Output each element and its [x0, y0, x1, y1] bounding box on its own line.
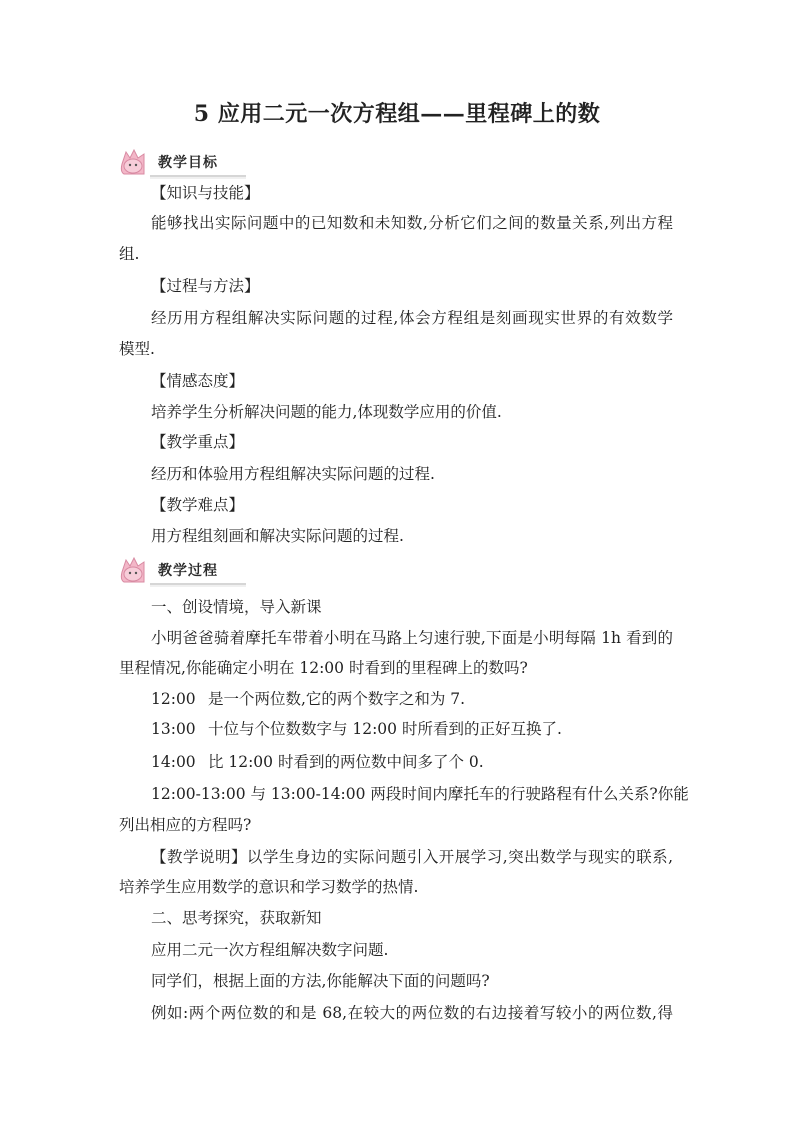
page-title: 5 应用二元一次方程组——里程碑上的数	[193, 101, 601, 127]
key-point-heading: 【教学重点】	[151, 433, 245, 451]
step-2-heading: 二、思考探究，获取新知	[151, 909, 322, 927]
teaching-note-line-2: 培养学生应用数学的意识和学习数学的热情.	[119, 878, 419, 896]
badge-label: 教学目标	[158, 155, 218, 171]
question-line-2: 列出相应的方程吗?	[119, 816, 252, 834]
row-time: 13:00	[151, 720, 196, 738]
badge-label: 教学过程	[158, 563, 218, 579]
teaching-note-line-1: 【教学说明】以学生身边的实际问题引入开展学习,突出数学与现实的联系,	[151, 848, 673, 866]
emotion-heading: 【情感态度】	[151, 372, 245, 390]
emotion-text: 培养学生分析解决问题的能力,体现数学应用的价值.	[151, 403, 502, 421]
process-heading: 【过程与方法】	[151, 277, 260, 295]
section-badge-process	[114, 552, 254, 588]
question-line-1: 12:00-13:00 与 13:00-14:00 两段时间内摩托车的行驶路程有什么关系?你能	[151, 785, 689, 803]
intro-line-2: 里程情况,你能确定小明在 12:00 时看到的里程碑上的数吗?	[119, 659, 528, 677]
difficulty-text: 用方程组刻画和解决实际问题的过程.	[151, 527, 404, 545]
step-1-heading: 一、创设情境，导入新课	[151, 598, 322, 616]
milestone-row	[151, 751, 484, 773]
key-point-text: 经历和体验用方程组解决实际问题的过程.	[151, 465, 435, 483]
section-badge-objectives	[114, 144, 254, 180]
row-text: 十位与个位数数字与 12:00 时所看到的正好互换了.	[207, 720, 562, 738]
row-text: 是一个两位数,它的两个数字之和为 7.	[207, 690, 466, 708]
milestone-row	[151, 718, 562, 740]
knowledge-text-line-2: 组.	[119, 245, 140, 263]
row-time: 14:00	[151, 753, 196, 771]
row-text: 比 12:00 时看到的两位数中间多了个 0.	[207, 753, 484, 771]
step-2-text: 应用二元一次方程组解决数字问题.	[151, 941, 389, 959]
row-time: 12:00	[151, 690, 196, 708]
process-text-line-2: 模型.	[119, 340, 155, 358]
knowledge-text-line-1: 能够找出实际问题中的已知数和未知数,分析它们之间的数量关系,列出方程	[151, 214, 673, 232]
intro-line-1: 小明爸爸骑着摩托车带着小明在马路上匀速行驶,下面是小明每隔 1h 看到的	[151, 629, 673, 647]
example-text: 例如:两个两位数的和是 68,在较大的两位数的右边接着写较小的两位数,得	[151, 1004, 673, 1022]
ask-text: 同学们，根据上面的方法,你能解决下面的问题吗?	[151, 972, 490, 990]
difficulty-heading: 【教学难点】	[151, 496, 245, 514]
milestone-row	[151, 688, 465, 710]
process-text-line-1: 经历用方程组解决实际问题的过程,体会方程组是刻画现实世界的有效数学	[151, 309, 673, 327]
knowledge-heading: 【知识与技能】	[151, 184, 260, 202]
